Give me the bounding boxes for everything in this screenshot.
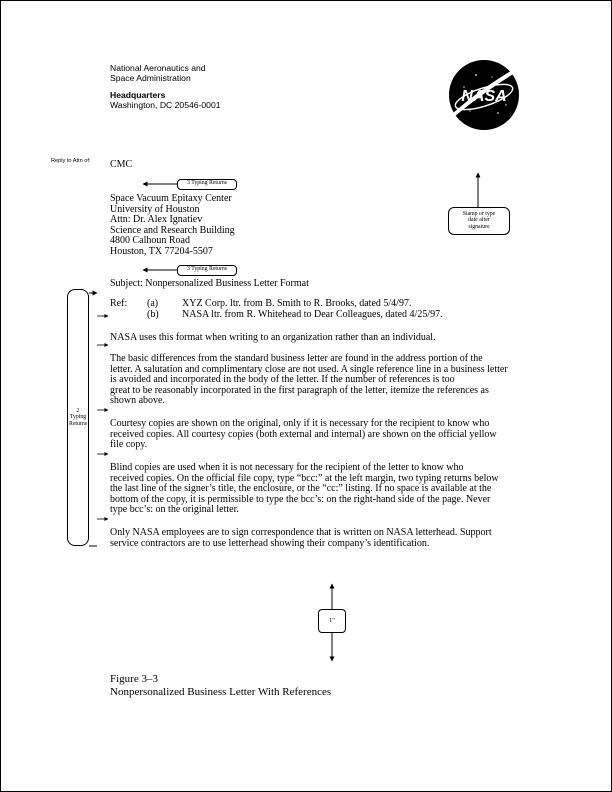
address-line: Attn: Dr. Alex Ignatiev: [110, 214, 203, 226]
reply-to-label: Reply to Attn of:: [51, 158, 91, 164]
paragraph-line: Only NASA employees are to sign correspondence that is written on NASA letterhead. Support: [110, 527, 492, 538]
reply-to-code: CMC: [110, 159, 133, 170]
callout-line: date after: [468, 217, 490, 224]
figure-number: Figure 3–3: [110, 673, 158, 685]
paragraph-line: the last line of the signer’s title, the enclosure, or the “cc:” listing. If no space is available at the: [110, 483, 492, 495]
paragraph-line: shown above.: [110, 395, 165, 407]
paragraph-line: service contractors are to use letterhead showing their company’s identification.: [110, 537, 430, 549]
callout-line: 2: [76, 407, 80, 414]
callout-typing-returns-b: 3 Typing Returns: [177, 265, 237, 276]
ref-marker-a: (a): [147, 298, 159, 309]
office-name: Headquarters: [110, 90, 166, 100]
paragraph-line: letter. A salutation and complimentary close are not used. A single reference line in a business letter: [110, 363, 508, 375]
ref-marker-b: (b): [147, 309, 159, 320]
paragraph-line: Courtesy copies are shown on the original, only if it is necessary for the recipient to know who: [110, 418, 490, 429]
logo-wordmark: NASA: [461, 88, 507, 105]
paragraph-line: bottom of the copy, it is permissible to type the bcc’s: on the right-hand side of the page. Never: [110, 493, 491, 505]
paragraph-line: The basic differences from the standard business letter are found in the address portion of the: [110, 353, 483, 364]
figure-caption: [110, 673, 331, 699]
callout-line: Stamp or type: [462, 211, 496, 217]
org-name-line2: Space Administration: [110, 73, 191, 83]
org-name-line1: National Aeronautics and: [110, 63, 206, 73]
address-line: Houston, TX 77204-5507: [110, 245, 213, 257]
callout-two-typing-returns: [67, 289, 89, 546]
office-city: Washington, DC 20546-0001: [110, 100, 221, 110]
callout-stamp-date: [448, 207, 510, 235]
paragraph-line: great to be reasonably incorporated in the first paragraph of the letter, itemize the references as: [110, 384, 489, 396]
address-line: Science and Research Building: [110, 224, 235, 236]
ref-text-b: NASA ltr. from R. Whitehead to Dear Colleagues, dated 4/25/97.: [182, 309, 443, 320]
paragraph-line: type bcc’s: on the original letter.: [110, 504, 239, 516]
callout-line: Typing: [69, 414, 87, 421]
paragraph-line: received copies. On the official file copy, type “bcc:” at the left margin, two typing returns below: [110, 472, 499, 484]
ref-label: Ref:: [110, 298, 128, 309]
callout-one-inch: 1": [318, 609, 346, 633]
paragraph-line: is avoided and incorporated in the body of the letter. If the number of references is too: [110, 374, 455, 386]
paragraph-line: received copies. All courtesy copies (both external and internal) are shown on the official yellow: [110, 428, 497, 440]
ref-text-a: XYZ Corp. ltr. from B. Smith to R. Brooks, dated 5/4/97.: [182, 298, 412, 309]
paragraph-line: NASA uses this format when writing to an organization rather than an individual.: [110, 332, 436, 343]
figure-title: Nonpersonalized Business Letter With References: [110, 686, 332, 698]
address-line: Space Vacuum Epitaxy Center: [110, 193, 232, 204]
address-line: University of Houston: [110, 203, 200, 215]
callout-typing-returns-a: 3 Typing Returns: [177, 179, 237, 190]
callout-line: signature: [468, 223, 490, 230]
address-line: 4800 Calhoun Road: [110, 235, 190, 247]
paragraph-line: Blind copies are used when it is not necessary for the recipient of the letter to know who: [110, 462, 464, 473]
callout-line: Returns: [68, 420, 88, 427]
subject-line: Subject: Nonpersonalized Business Letter Format: [110, 278, 309, 289]
paragraph-line: file copy.: [110, 439, 148, 451]
